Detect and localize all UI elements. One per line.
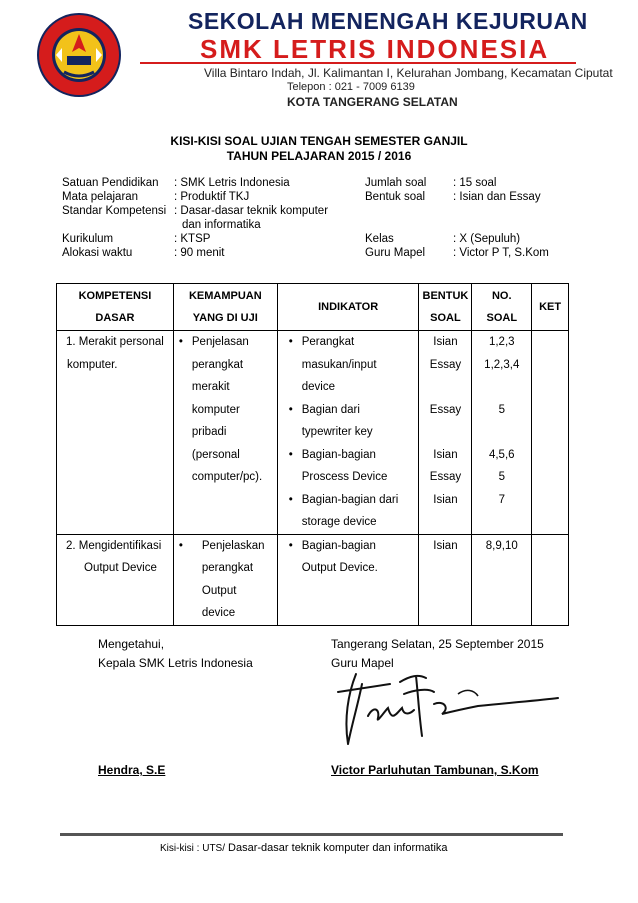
doc-title-line2: TAHUN PELAJARAN 2015 / 2016 (226, 149, 412, 163)
list-item: • Penjelaskan (174, 535, 277, 558)
kd-cell: 1. Merakit personal komputer. (57, 331, 174, 535)
sig-right-name: Victor Parluhutan Tambunan, S.Kom (331, 763, 539, 777)
sig-left-name: Hendra, S.E (98, 763, 166, 777)
list-item: • Perangkat masukan/input device (284, 331, 419, 399)
info-value: : 15 soal (453, 177, 497, 189)
info-label: Standar Kompetensi (62, 205, 167, 217)
info-label: Kelas (365, 233, 394, 245)
table-row (57, 331, 569, 535)
sig-right-line1: Tangerang Selatan, 25 September 2015 (331, 637, 544, 651)
list-item: • Bagian-bagian Proscess Device (284, 444, 419, 489)
doc-title-line1: KISI-KISI SOAL UJIAN TENGAH SEMESTER GANJIL (170, 134, 468, 148)
info-value: : Dasar-dasar teknik komputer (174, 205, 329, 217)
info-value: : Victor P T, S.Kom (453, 247, 549, 259)
kemampuan-cell: • Penjelasan perangkat merakit komputer pribadi (personal computer/pc). (173, 331, 277, 535)
header-kompetensi: KOMPETENSI DASAR (57, 284, 174, 331)
bentuk-cell: Isian (419, 534, 472, 625)
header-no-soal: NO. SOAL (472, 284, 532, 331)
info-value: : Isian dan Essay (453, 191, 541, 203)
table-header-row (57, 284, 569, 331)
info-value: : Produktif TKJ (174, 191, 250, 203)
indikator-cell (277, 534, 419, 625)
footer-rule (60, 833, 563, 836)
school-emblem-icon (36, 12, 122, 98)
info-label: Mata pelajaran (62, 191, 139, 203)
bentuk-cell: Isian Essay Essay Isian Essay Isian (419, 331, 472, 535)
header-bentuk: BENTUK SOAL (419, 284, 472, 331)
info-label: Satuan Pendidikan (62, 177, 159, 189)
info-label: Jumlah soal (365, 177, 427, 189)
handwritten-signature (318, 664, 568, 756)
no-soal-cell: 1,2,3 1,2,3,4 5 4,5,6 5 7 (472, 331, 532, 535)
kd-cell: 2. Mengidentifikasi Output Device (57, 534, 174, 625)
ket-cell (532, 534, 569, 625)
header-indikator: INDIKATOR (277, 284, 419, 331)
no-soal-cell: 8,9,10 (472, 534, 532, 625)
sig-right-line2: Guru Mapel (331, 656, 394, 670)
info-value: : X (Sepuluh) (453, 233, 521, 245)
school-city: KOTA TANGERANG SELATAN (287, 95, 458, 109)
info-label: Kurikulum (62, 233, 114, 245)
info-label: Bentuk soal (365, 191, 426, 203)
info-label: Alokasi waktu (62, 247, 133, 259)
indikator-cell (277, 331, 419, 535)
info-value: : KTSP (174, 233, 211, 245)
table-row (57, 534, 569, 625)
ket-cell (532, 331, 569, 535)
school-name: SMK LETRIS INDONESIA (200, 34, 550, 64)
sig-left-line2: Kepala SMK Letris Indonesia (98, 656, 253, 670)
school-type: SEKOLAH MENENGAH KEJURUAN (188, 8, 588, 34)
info-value: dan informatika (182, 219, 261, 231)
header-kemampuan: KEMAMPUAN YANG DI UJI (173, 284, 277, 331)
footer-text: Kisi-kisi : UTS/ Dasar-dasar teknik komputer dan informatika (160, 842, 448, 854)
kisi-kisi-table (56, 283, 569, 626)
list-item: • Bagian-bagian Output Device. (284, 535, 419, 580)
info-label: Guru Mapel (365, 247, 426, 259)
kemampuan-cell: • Penjelaskan perangkat Output device (173, 534, 277, 625)
info-value: : SMK Letris Indonesia (174, 177, 290, 189)
info-value: : 90 menit (174, 247, 225, 259)
list-item: • Bagian dari typewriter key (284, 399, 419, 444)
header-ket: KET (532, 284, 569, 331)
list-item: • Bagian-bagian dari storage device (284, 489, 419, 534)
sig-left-line1: Mengetahui, (98, 637, 165, 651)
list-item: • Penjelasan (174, 331, 277, 354)
school-logo (36, 12, 122, 98)
school-address: Villa Bintaro Indah, Jl. Kalimantan I, Kelurahan Jombang, Kecamatan Ciputat (204, 66, 613, 80)
school-phone: Telepon : 021 - 7009 6139 (287, 81, 415, 93)
